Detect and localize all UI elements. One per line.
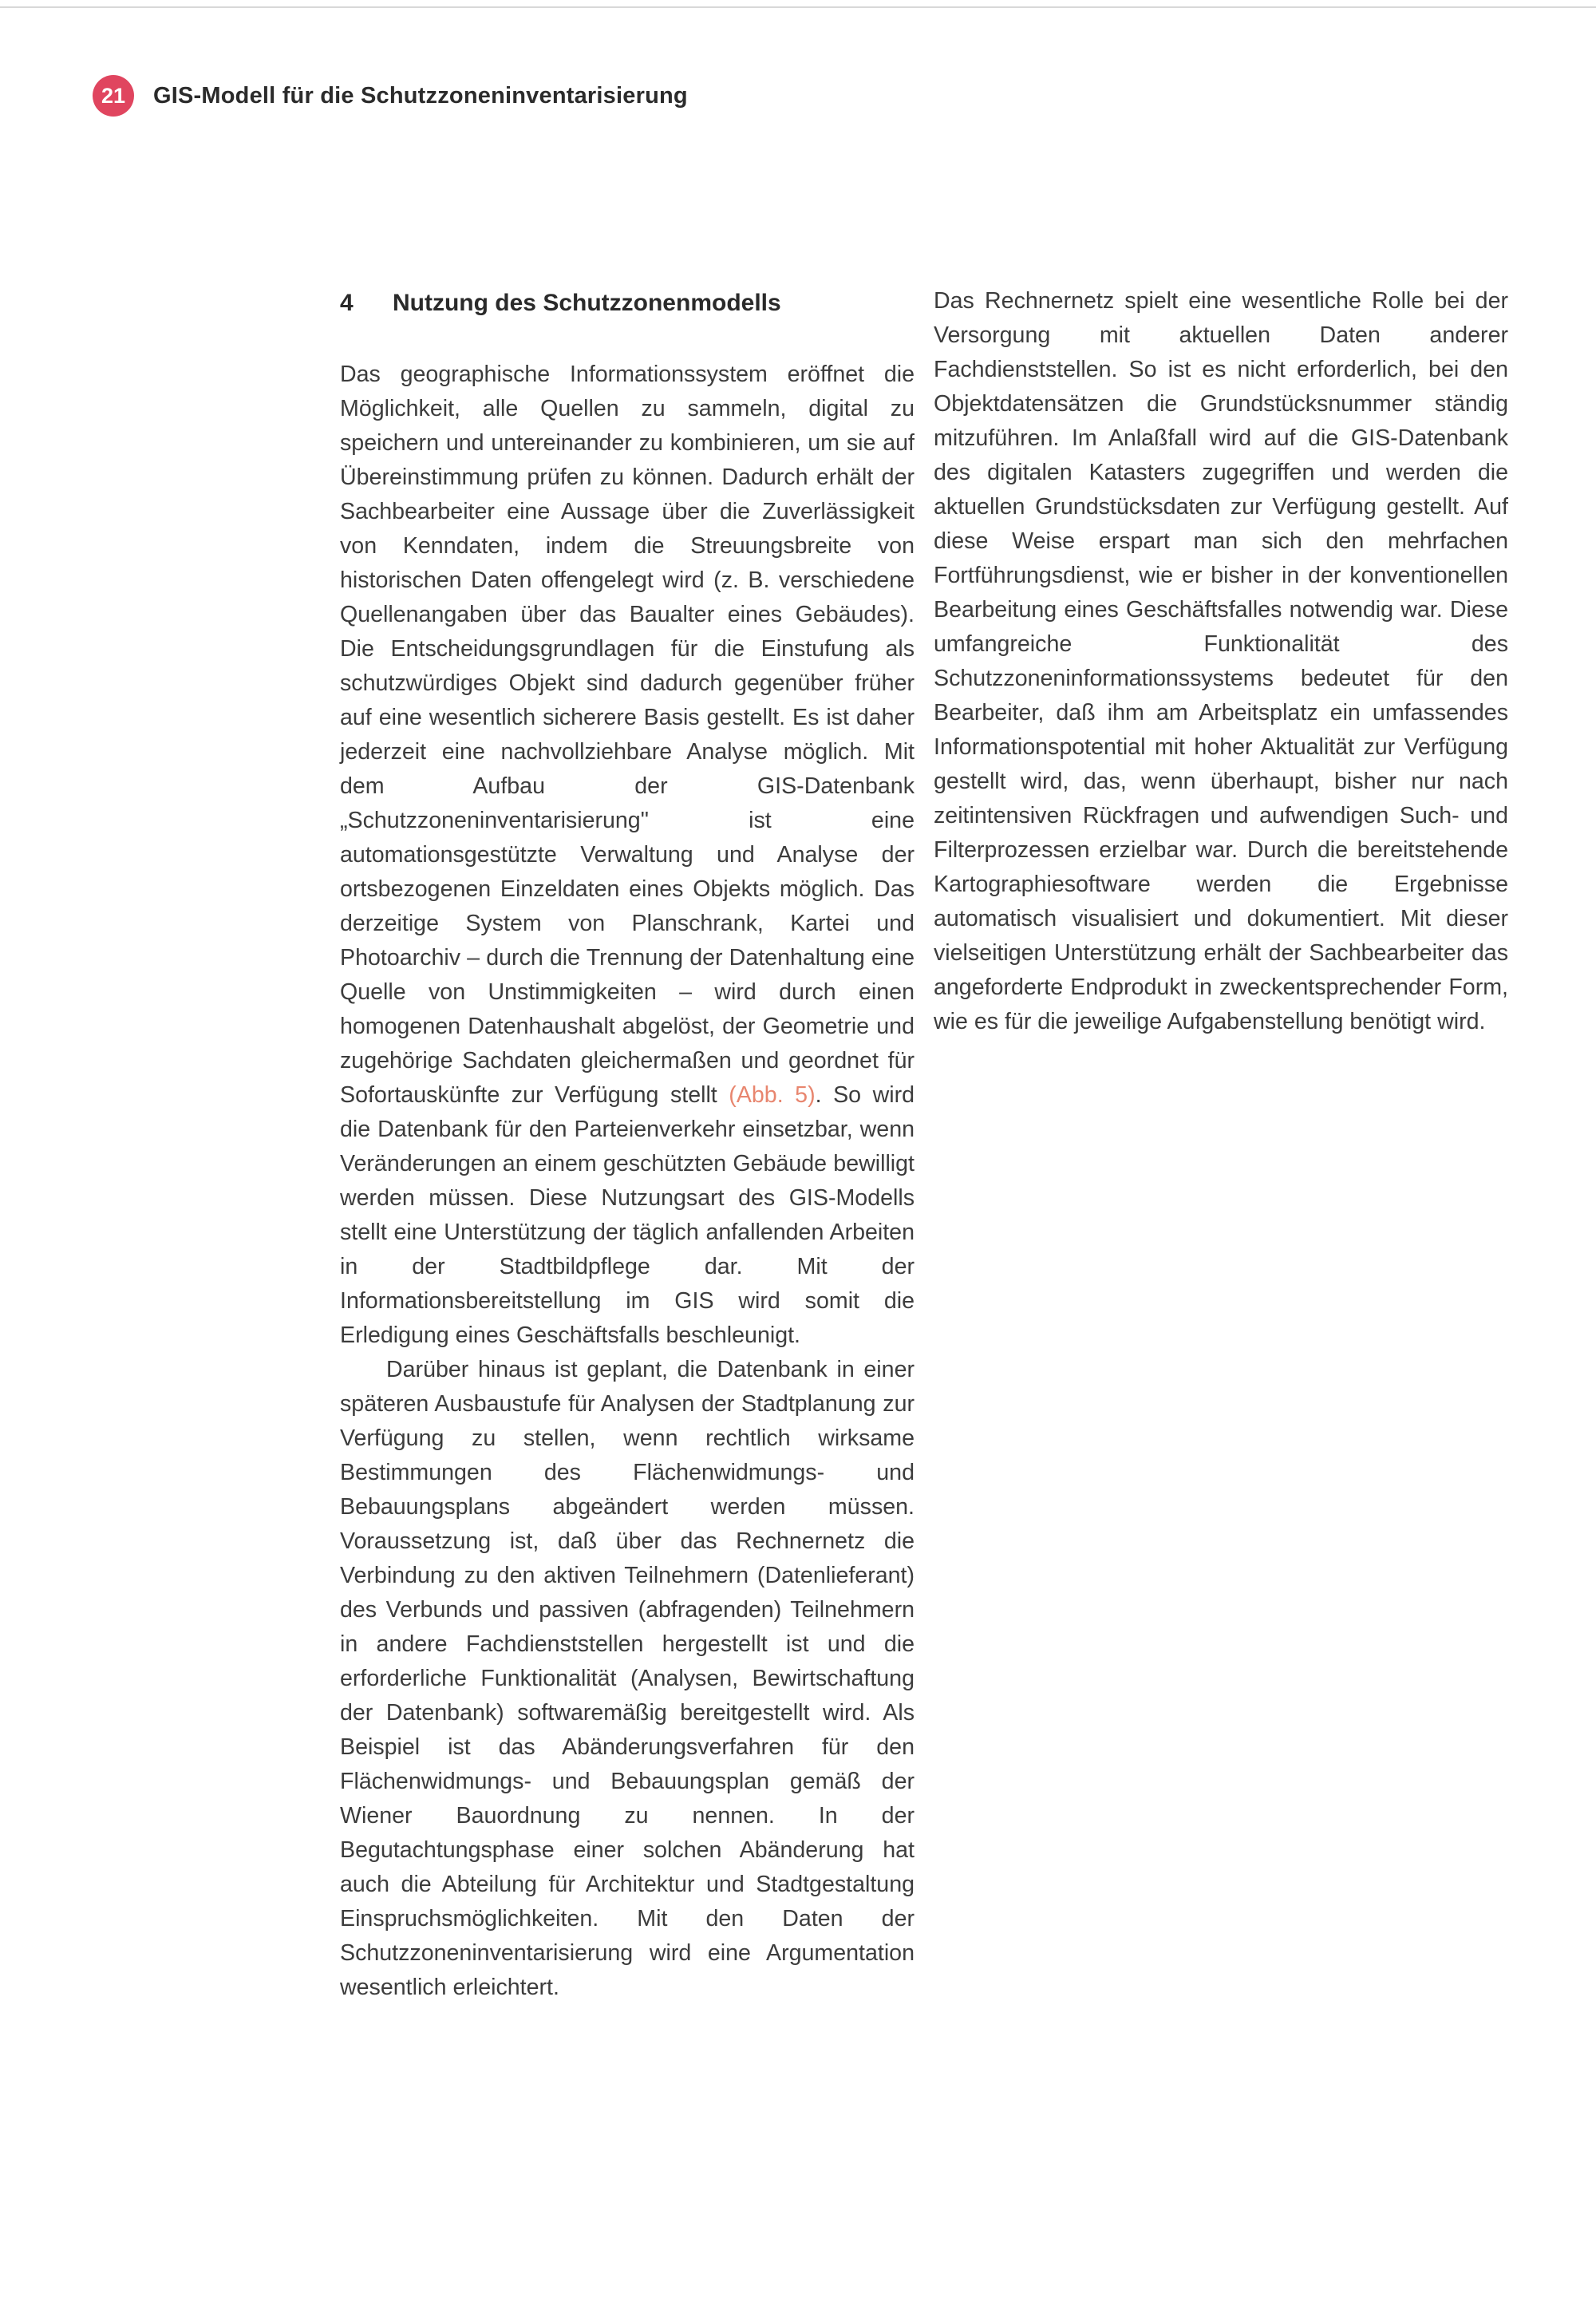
page-header [93, 73, 688, 118]
right-column [934, 284, 1508, 1039]
paragraph-1 [340, 358, 915, 1353]
running-title: GIS-Modell für die Schutzzoneninventarisierung [153, 82, 688, 109]
figure-reference-link[interactable]: (Abb. 5) [729, 1082, 816, 1108]
section-number: 4 [340, 290, 354, 316]
paragraph-2: Darüber hinaus ist geplant, die Datenbank in einer späteren Ausbaustufe für Analysen der Stadtplanung zur Verfügung zu stellen, wenn rechtlich wirksame Bestimmungen des Flächenwidmungs- und Bebauungsplans abgeändert werden müssen. Voraussetzung ist, daß über das Rechnernetz die Verbindung zu den aktiven Teilnehmern (Datenlieferant) des Verbunds und passiven (abfragenden) Teilnehmern in andere Fachdienststellen hergestellt ist und die erforderliche Funktionalität (Analysen, Bewirtschaftung der Datenbank) softwaremäßig bereitgestellt wird. Als Beispiel ist das Abänderungsverfahren für den Flächenwidmungs- und Bebauungsplan gemäß der Wiener Bauordnung zu nennen. In der Begutachtungsphase einer solchen Abänderung hat auch die Abteilung für Architektur und Stadtgestaltung Einspruchsmöglichkeiten. Mit den Daten der Schutzzoneninventarisierung wird eine Argumentation wesentlich erleichtert. [340, 1357, 915, 2000]
section-title: Nutzung des Schutzzonenmodells [393, 290, 781, 316]
paragraph-1-text-continued: . So wird die Datenbank für den Parteienverkehr einsetzbar, wenn Veränderungen an einem geschützten Gebäude bewilligt werden müssen. Diese Nutzungsart des GIS-Modells stellt eine Unterstützung der täglich anfallenden Arbeiten in der Stadtbildpflege dar. Mit der Informationsbereitstellung im GIS wird somit die Erledigung eines Geschäftsfalls beschleunigt. [340, 1082, 915, 1348]
left-column [340, 284, 915, 2005]
top-rule [0, 6, 1596, 8]
paragraph-1-text: Das geographische Informationssystem eröffnet die Möglichkeit, alle Quellen zu sammeln, digital zu speichern und untereinander zu kombinieren, um sie auf Übereinstimmung prüfen zu können. Dadurch erhält der Sachbearbeiter eine Aussage über die Zuverlässigkeit von Kenndaten, indem die Streuungsbreite von historischen Daten offengelegt wird (z. B. verschiedene Quellenangaben über das Baualter eines Gebäudes). Die Entscheidungsgrundlagen für die Einstufung als schutzwürdiges Objekt sind dadurch gegenüber früher auf eine wesentlich sicherere Basis gestellt. Es ist daher jederzeit eine nachvollziehbare Analyse möglich. Mit dem Aufbau der GIS-Datenbank „Schutzzoneninventarisierung" ist eine automationsgestützte Verwaltung und Analyse der ortsbezogenen Einzeldaten eines Objekts möglich. Das derzeitige System von Planschrank, Kartei und Photoarchiv – durch die Trennung der Datenhaltung eine Quelle von Unstimmigkeiten – wird durch einen homogenen Datenhaushalt abgelöst, der Geometrie und zugehörige Sachdaten gleichermaßen und geordnet für Sofortauskünfte zur Verfügung stellt [340, 362, 915, 1108]
section-heading [340, 284, 915, 322]
page-number-badge: 21 [93, 75, 134, 117]
paragraph-3: Das Rechnernetz spielt eine wesentliche Rolle bei der Versorgung mit aktuellen Daten anderer Fachdienststellen. So ist es nicht erforderlich, bei den Objektdatensätzen die Grundstücksnummer ständig mitzuführen. Im Anlaßfall wird auf die GIS-Datenbank des digitalen Katasters zugegriffen und werden die aktuellen Grundstücksdaten zur Verfügung gestellt. Auf diese Weise erspart man sich den mehrfachen Fortführungsdienst, wie er bisher in der konventionellen Bearbeitung eines Geschäftsfalles notwendig war. Diese umfangreiche Funktionalität des Schutzzoneninformationssystems bedeutet für den Bearbeiter, daß ihm am Arbeitsplatz ein umfassendes Informationspotential mit hoher Aktualität zur Verfügung gestellt wird, das, wenn überhaupt, bisher nur nach zeitintensiven Rückfragen und aufwendigen Such- und Filterprozessen erzielbar war. Durch die bereitstehende Kartographiesoftware werden die Ergebnisse automatisch visualisiert und dokumentiert. Mit dieser vielseitigen Unterstützung erhält der Sachbearbeiter das angeforderte Endprodukt in zweckentsprechender Form, wie es für die jeweilige Aufgabenstellung benötigt wird. [934, 288, 1508, 1034]
